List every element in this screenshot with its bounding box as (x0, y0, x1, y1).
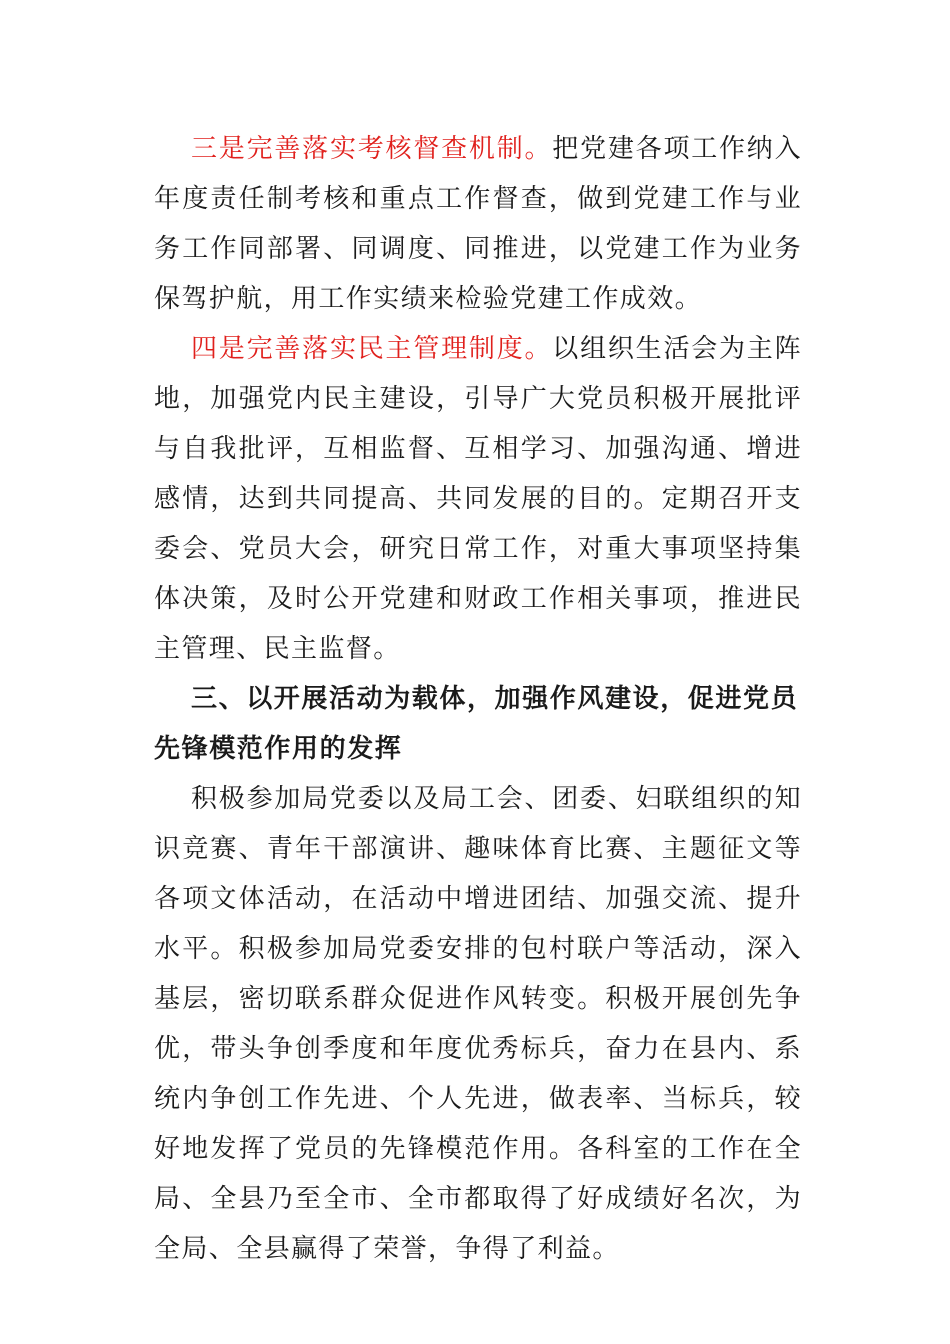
document-page (154, 124, 802, 1274)
paragraph-democratic-management (154, 324, 802, 674)
paragraph-lead-red: 三是完善落实考核督查机制。 (191, 134, 553, 164)
paragraph-assessment-mechanism (154, 124, 802, 324)
section-heading: 三、以开展活动为载体，加强作风建设，促进党员先锋模范作用的发挥 (154, 684, 799, 764)
paragraph-lead-red: 四是完善落实民主管理制度。 (191, 334, 553, 364)
paragraph-body: 把党建各项工作纳入年度责任制考核和重点工作督查，做到党建工作与业务工作同部署、同调度、同推进，以党建工作为业务保驾护航，用工作实绩来检验党建工作成效。 (154, 134, 803, 314)
paragraph-body: 以组织生活会为主阵地，加强党内民主建设，引导广大党员积极开展批评与自我批评，互相监督、互相学习、加强沟通、增进感情，达到共同提高、共同发展的目的。定期召开支委会、党员大会，研究日常工作，对重大事项坚持集体决策，及时公开党建和财政工作相关事项，推进民主管理、民主监督。 (154, 334, 803, 664)
paragraph-activities: 积极参加局党委以及局工会、团委、妇联组织的知识竞赛、青年干部演讲、趣味体育比赛、主题征文等各项文体活动，在活动中增进团结、加强交流、提升水平。积极参加局党委安排的包村联户等活动，深入基层，密切联系群众促进作风转变。积极开展创先争优，带头争创季度和年度优秀标兵，奋力在县内、系统内争创工作先进、个人先进，做表率、当标兵，较好地发挥了党员的先锋模范作用。各科室的工作在全局、全县乃至全市、全市都取得了好成绩好名次，为全局、全县赢得了荣誉，争得了利益。 (154, 784, 802, 1264)
